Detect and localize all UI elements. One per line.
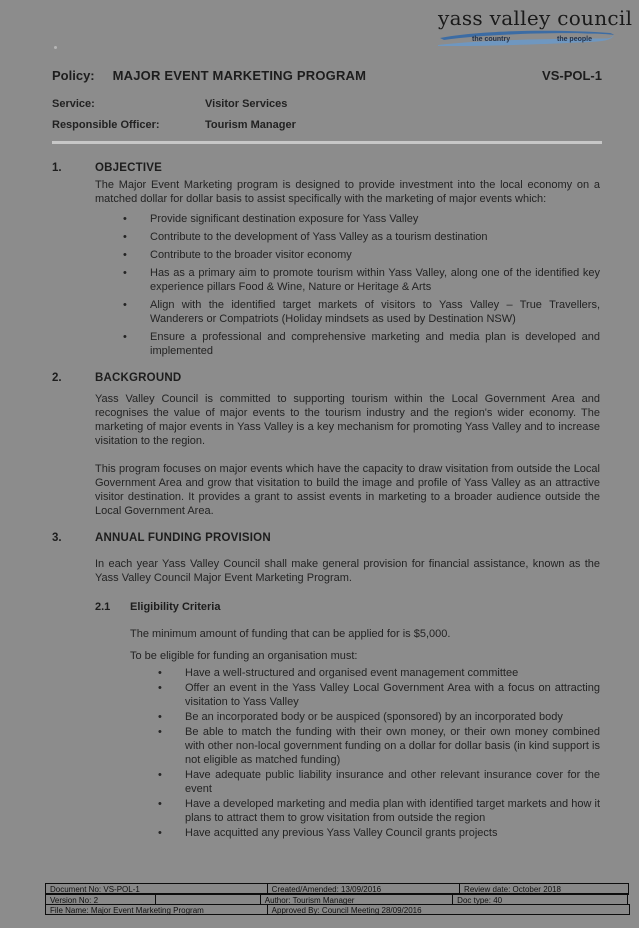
list-item [158,725,600,767]
list-item-text: Align with the identified target markets of visitors to Yass Valley – True Travellers, Wanderers or Compatriots (Holiday mindsets as used by Destination NSW) [150,299,600,325]
council-logo [438,6,633,49]
section-background [0,372,639,518]
section-heading: OBJECTIVE [95,162,162,174]
background-paragraph: Yass Valley Council is committed to supporting tourism within the Local Government Area and recognises the value of major events to the tourism industry and the region's wider economy. The marketing of major events in Yass Valley is a key mechanism for promoting Yass Valley and to increase visitation to the region. [95,393,600,447]
list-item-text: Be an incorporated body or be auspiced (sponsored) by an incorporated body [185,711,563,723]
section-heading: ANNUAL FUNDING PROVISION [95,532,271,544]
list-item [158,768,600,796]
section-heading: BACKGROUND [95,372,182,384]
table-row [45,904,631,915]
subsection-heading: Eligibility Criteria [130,601,221,613]
objective-intro: The Major Event Marketing program is designed to provide investment into the local economy on a matched dollar for dollar basis to assist specifically with the marketing of major events which: [95,179,600,205]
list-item-text: Contribute to the development of Yass Valley as a tourism destination [150,231,488,243]
list-item [123,248,600,262]
bullet-icon: • [158,798,162,810]
background-paragraph: This program focuses on major events which have the capacity to draw visitation from outside the Local Government Area and grow that visitation to build the image and profile of Yass Valley as an attractive visitor destination. It provides a grant to assist events in marketing to a broader audience outside the Local Government Area. [95,463,600,517]
tagline-people: the people [556,36,592,43]
list-item [158,797,600,825]
bullet-icon: • [158,667,162,679]
list-item [158,681,600,709]
bullet-icon: • [158,769,162,781]
bullet-icon: • [158,726,162,738]
bullet-icon: • [123,213,127,225]
approved-by-cell: Approved By: Council Meeting 28/09/2016 [267,904,630,915]
document-no-cell: Document No: VS-POL-1 [45,883,268,895]
document-header [52,68,602,144]
author-cell: Author: Tourism Manager [260,894,453,905]
list-item [123,330,600,358]
funding-intro: In each year Yass Valley Council shall make general provision for financial assistance, known as the Yass Valley Council Major Event Marketing Program. [95,558,600,584]
section-number: 3. [52,532,62,544]
scan-artifact [54,46,57,49]
officer-label: Responsible Officer: [52,119,160,131]
officer-value: Tourism Manager [205,119,296,131]
list-item [123,212,600,226]
service-label: Service: [52,98,95,110]
section-number: 2. [52,372,62,384]
bullet-icon: • [123,299,127,311]
document-control-table [45,883,631,915]
policy-label: Policy: [52,68,95,83]
list-item [158,666,600,680]
policy-code: VS-POL-1 [542,68,602,83]
document-body [0,162,639,840]
tagline-country: the country [472,36,511,43]
list-item-text: Offer an event in the Yass Valley Local Government Area with a focus on attracting visitation to Yass Valley [185,682,600,708]
doc-type-cell: Doc type: 40 [452,894,628,905]
logo-taglines [472,36,592,44]
eligibility-paragraph: To be eligible for funding an organisation must: [130,650,358,662]
list-item-text: Ensure a professional and comprehensive marketing and media plan is developed and implemented [150,331,600,357]
list-item-text: Provide significant destination exposure for Yass Valley [150,213,419,225]
list-item-text: Have acquitted any previous Yass Valley Council grants projects [185,827,498,839]
list-item-text: Contribute to the broader visitor economy [150,249,352,261]
list-item [123,298,600,326]
bullet-icon: • [123,249,127,261]
policy-row [52,68,602,83]
objective-bullet-list [123,212,600,358]
file-name-cell: File Name: Major Event Marketing Program [45,904,268,915]
service-value: Visitor Services [205,98,288,110]
list-item-text: Have adequate public liability insurance and other relevant insurance cover for the event [185,769,600,795]
list-item-text: Has as a primary aim to promote tourism within Yass Valley, along one of the identified key experience pillars Food & Wine, Nature or Heritage & Arts [150,267,600,293]
list-item-text: Have a well-structured and organised event management committee [185,667,519,679]
bullet-icon: • [158,682,162,694]
section-objective [0,162,639,358]
list-item-text: Have a developed marketing and media plan with identified target markets and how it plans to attract them to grow visitation from outside the region [185,798,600,824]
list-item [123,266,600,294]
logo-swoosh-icon [438,29,614,49]
list-item [158,710,600,724]
list-item [123,230,600,244]
list-item [158,826,600,840]
officer-row [52,119,602,131]
bullet-icon: • [123,267,127,279]
bullet-icon: • [158,711,162,723]
bullet-icon: • [123,331,127,343]
subsection-number: 2.1 [95,601,111,613]
bullet-icon: • [123,231,127,243]
review-date-cell: Review date: October 2018 [459,883,629,895]
subsection-eligibility [95,600,600,840]
header-divider [52,141,602,144]
section-funding [0,532,639,840]
section-number: 1. [52,162,62,174]
eligibility-bullet-list [158,666,600,840]
service-row [52,98,602,110]
list-item-text: Be able to match the funding with their own money, or their own money combined with other non-local government funding on a dollar for dollar basis (in kind support is not eligible as matched funding) [185,726,600,766]
eligibility-paragraph: The minimum amount of funding that can be applied for is $5,000. [130,628,451,640]
policy-title: MAJOR EVENT MARKETING PROGRAM [112,68,367,83]
bullet-icon: • [158,827,162,839]
version-no-cell: Version No: 2 [45,894,156,905]
created-amended-cell: Created/Amended: 13/09/2016 [267,883,460,895]
logo-title: yass valley council [438,6,633,30]
